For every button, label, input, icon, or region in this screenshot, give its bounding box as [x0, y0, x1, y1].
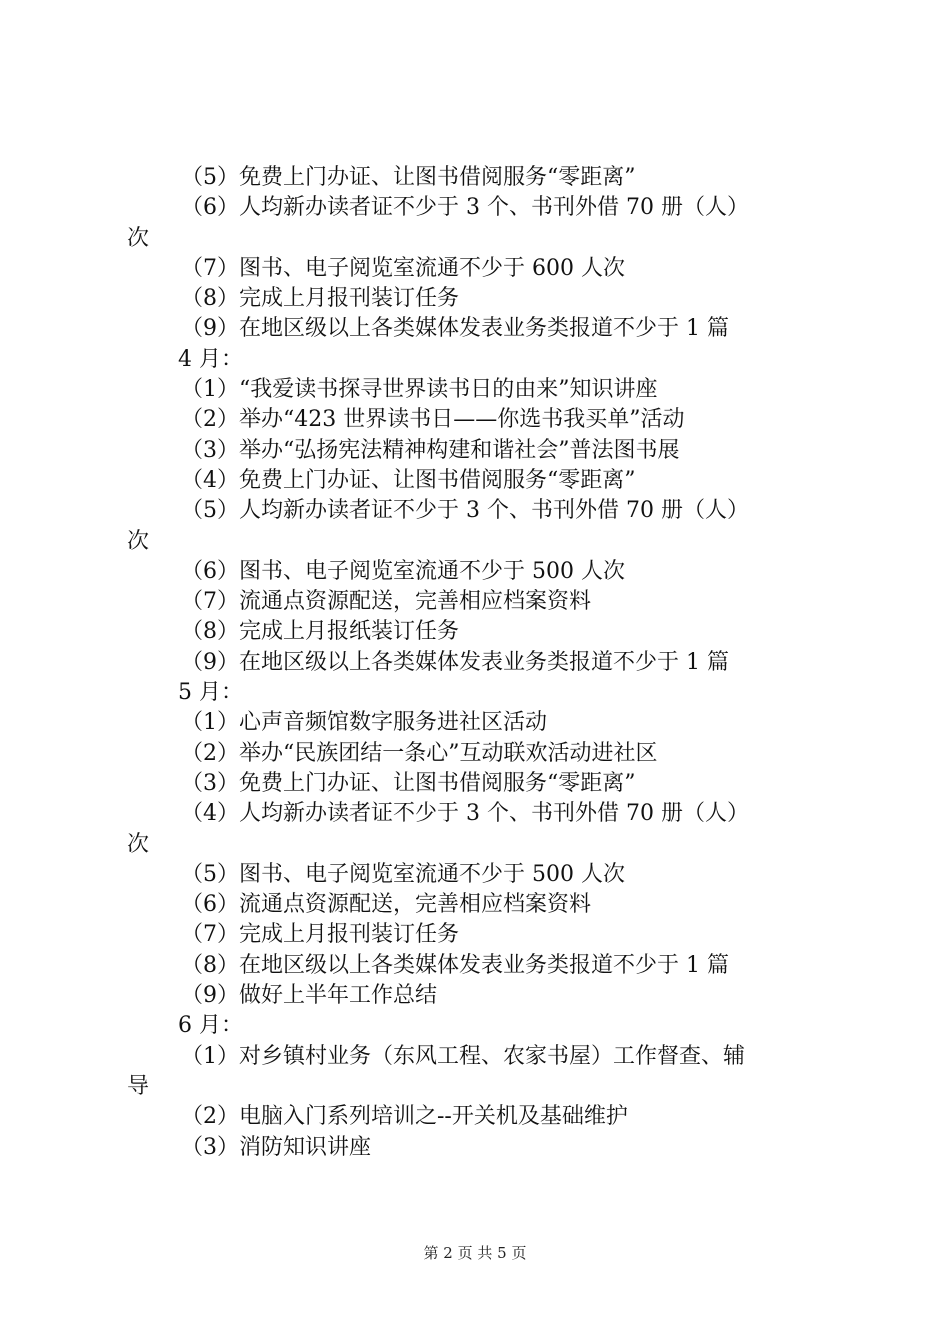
list-item-line: （8）完成上月报纸装订任务 — [181, 619, 459, 645]
list-item-line: （3）免费上门办证、让图书借阅服务“零距离” — [181, 770, 636, 796]
document-body — [127, 163, 832, 1163]
list-item-line: （2）举办“423 世界读书日——你选书我买单”活动 — [181, 407, 685, 433]
list-item-line: （7）流通点资源配送，完善相应档案资料 — [181, 589, 591, 615]
list-item-line: （1）“我爱读书探寻世界读书日的由来”知识讲座 — [181, 377, 658, 403]
page-footer: 第 2 页 共 5 页 — [423, 1244, 527, 1262]
list-item-line: （5）图书、电子阅览室流通不少于 500 人次 — [181, 861, 625, 887]
list-item-line: （6）流通点资源配送，完善相应档案资料 — [181, 892, 591, 918]
month-heading: 5 月： — [178, 680, 243, 706]
list-item-line: （5）免费上门办证、让图书借阅服务“零距离” — [181, 165, 636, 190]
list-item-line: （9）在地区级以上各类媒体发表业务类报道不少于 1 篇 — [181, 316, 729, 342]
month-heading: 4 月： — [178, 346, 243, 372]
list-item-line: （4）免费上门办证、让图书借阅服务“零距离” — [181, 467, 636, 493]
list-item-line: （6）人均新办读者证不少于 3 个、书刊外借 70 册（人） — [181, 195, 749, 221]
wrapped-line: 次 — [127, 225, 150, 251]
wrapped-line: 导 — [127, 1073, 150, 1099]
list-item-line: （2）电脑入门系列培训之--开关机及基础维护 — [181, 1104, 628, 1130]
wrapped-line: 次 — [127, 528, 150, 554]
wrapped-line: 次 — [127, 831, 150, 857]
list-item-line: （8）完成上月报刊装订任务 — [181, 286, 459, 312]
list-item-line: （1）心声音频馆数字服务进社区活动 — [181, 710, 547, 736]
list-item-line: （3）消防知识讲座 — [181, 1134, 371, 1160]
list-item-line: （6）图书、电子阅览室流通不少于 500 人次 — [181, 558, 625, 584]
list-item-line: （2）举办“民族团结一条心”互动联欢活动进社区 — [181, 740, 658, 766]
list-item-line: （3）举办“弘扬宪法精神构建和谐社会”普法图书展 — [181, 437, 680, 463]
list-item-line: （5）人均新办读者证不少于 3 个、书刊外借 70 册（人） — [181, 498, 749, 524]
list-item-line: （9）在地区级以上各类媒体发表业务类报道不少于 1 篇 — [181, 649, 729, 675]
list-item-line: （1）对乡镇村业务（东风工程、农家书屋）工作督查、辅 — [181, 1043, 745, 1069]
list-item-line: （7）图书、电子阅览室流通不少于 600 人次 — [181, 255, 625, 281]
month-heading: 6 月： — [178, 1013, 243, 1039]
list-item-line: （7）完成上月报刊装订任务 — [181, 922, 459, 948]
list-item-line: （8）在地区级以上各类媒体发表业务类报道不少于 1 篇 — [181, 952, 729, 978]
list-item-line: （9）做好上半年工作总结 — [181, 983, 437, 1009]
list-item-line: （4）人均新办读者证不少于 3 个、书刊外借 70 册（人） — [181, 801, 749, 827]
